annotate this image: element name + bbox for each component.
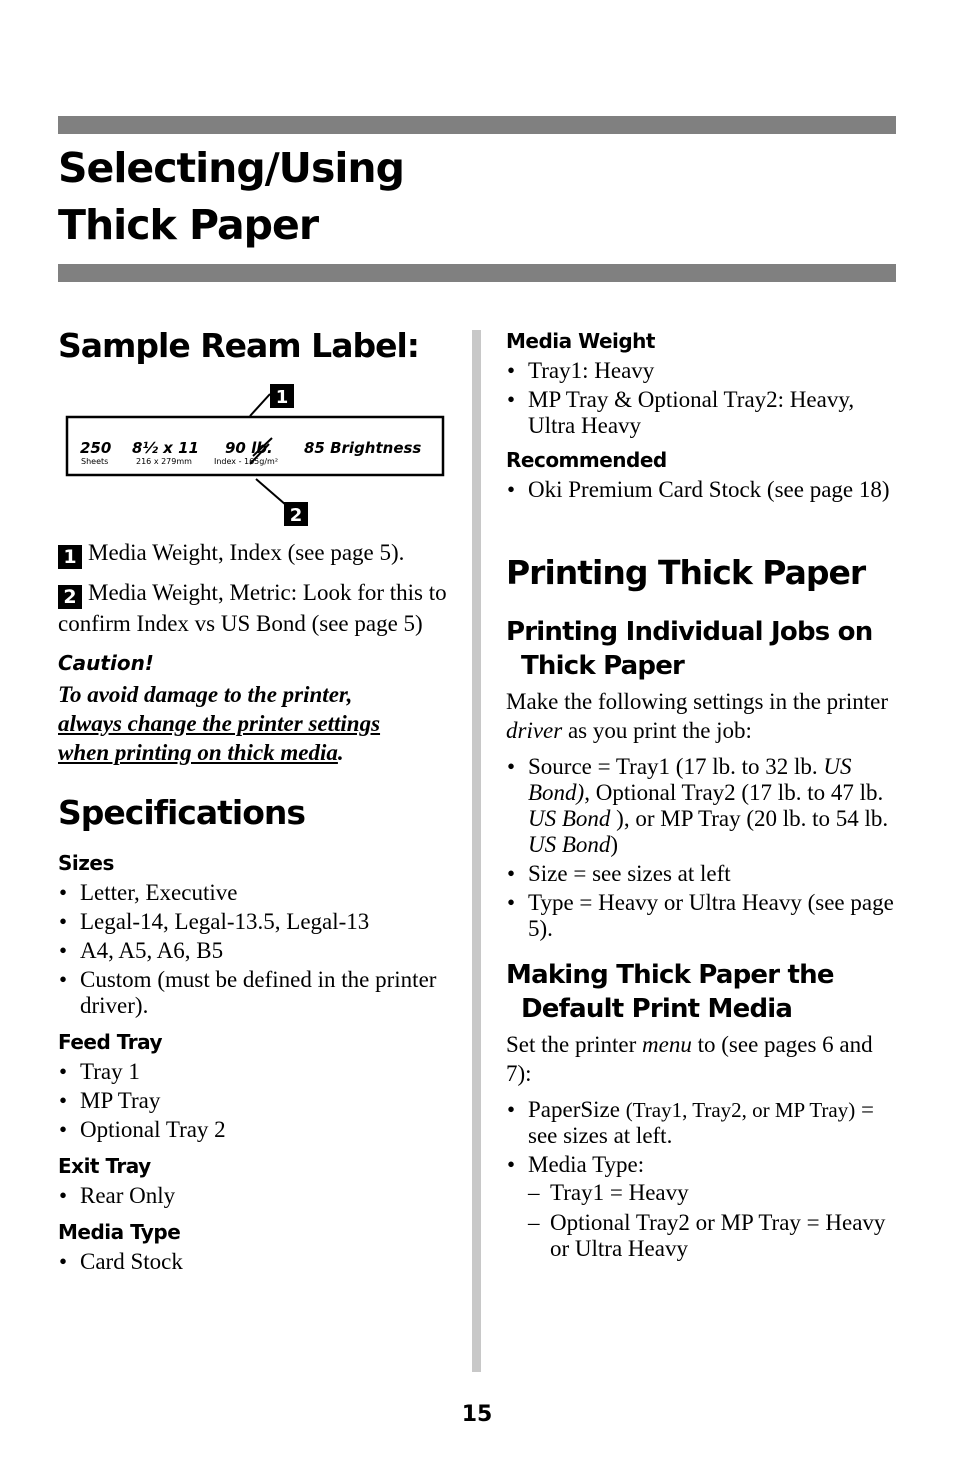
media-type-sublist	[528, 1180, 898, 1262]
leader-line-2	[256, 479, 286, 505]
list-item: • Tray1: Heavy	[506, 358, 898, 384]
individual-intro	[506, 687, 898, 745]
list-item-papersize	[506, 1097, 898, 1149]
caution-text	[58, 680, 458, 767]
list-item-type: • Type = Heavy or Ultra Heavy (see page 5).	[506, 890, 898, 942]
caution-line-3: when printing on thick media	[58, 740, 338, 765]
ream-label-heading: Sample Ream Label:	[58, 326, 419, 365]
list-item: • MP Tray & Optional Tray2: Heavy, Ultra Heavy	[506, 387, 898, 439]
feed-tray-heading: Feed Tray	[58, 1030, 162, 1054]
sublist-item: – Tray1 = Heavy	[528, 1180, 898, 1206]
label-size-sub: 216 x 279mm	[136, 457, 192, 466]
recommended-list	[506, 477, 898, 503]
top-rule	[58, 116, 896, 134]
label-sheets-sub: Sheets	[81, 457, 109, 466]
label-weight: 90 lb.	[225, 439, 273, 457]
list-item: • Oki Premium Card Stock (see page 18)	[506, 477, 898, 503]
caution-end: .	[337, 740, 344, 765]
feed-tray-list	[58, 1059, 458, 1143]
exit-tray-heading: Exit Tray	[58, 1154, 151, 1178]
caution-title: Caution!	[58, 651, 154, 675]
list-item: • MP Tray	[58, 1088, 458, 1114]
default-settings-list	[506, 1097, 898, 1262]
papersize-c: = see sizes at left.	[528, 1097, 874, 1148]
default-intro-em: menu	[642, 1032, 692, 1057]
individual-intro-em: driver	[506, 718, 563, 743]
list-item: • Letter, Executive	[58, 880, 458, 906]
list-item-media-type	[506, 1152, 898, 1262]
source-em-2: US Bond	[528, 806, 611, 831]
specifications-heading: Specifications	[58, 793, 306, 832]
media-weight-heading: Media Weight	[506, 329, 655, 353]
ream-label-figure	[58, 380, 458, 532]
source-em-3: US Bond	[528, 832, 611, 857]
sublist-item: – Optional Tray2 or MP Tray = Heavy or Ultra Heavy	[528, 1210, 898, 1262]
source-text-d: )	[610, 832, 619, 857]
recommended-heading: Recommended	[506, 448, 667, 472]
note-1	[58, 538, 458, 569]
media-type-heading: Media Type	[58, 1220, 181, 1244]
note-2	[58, 578, 458, 638]
list-item: • Optional Tray 2	[58, 1117, 458, 1143]
individual-settings-list	[506, 754, 898, 942]
default-intro	[506, 1030, 898, 1088]
exit-tray-list	[58, 1183, 458, 1209]
list-item-size: • Size = see sizes at left	[506, 861, 898, 887]
note-1-text: Media Weight, Index (see page 5).	[88, 540, 405, 565]
individual-jobs-heading: Printing Individual Jobs on Thick Paper	[506, 617, 873, 681]
note-2-text: Media Weight, Metric: Look for this to confirm Index vs US Bond (see page 5)	[58, 580, 447, 636]
page-title-line1: Selecting/Using	[58, 144, 404, 192]
label-brightness: 85 Brightness	[304, 439, 422, 457]
caution-line-1: To avoid damage to the printer,	[58, 682, 353, 707]
note-1-badge: 1	[58, 545, 82, 569]
page-title-line2: Thick Paper	[58, 201, 319, 249]
default-intro-b: to (see pages 6 and 7):	[506, 1032, 873, 1086]
media-weight-list	[506, 358, 898, 439]
sizes-list	[58, 880, 458, 1019]
column-divider	[472, 330, 481, 1372]
page-title	[58, 140, 404, 254]
source-text-a: Source = Tray1 (17 lb. to 32 lb.	[528, 754, 824, 779]
media-type-list	[58, 1249, 458, 1275]
individual-intro-a: Make the following settings in the printer	[506, 689, 888, 714]
individual-intro-b: as you print the job:	[562, 718, 752, 743]
label-sheets: 250	[80, 439, 112, 457]
title-bottom-rule	[58, 264, 896, 282]
default-media-heading: Making Thick Paper the Default Print Media	[506, 960, 834, 1024]
source-em-1: US Bond)	[528, 754, 852, 805]
list-item: • Card Stock	[58, 1249, 458, 1275]
papersize-a: PaperSize	[528, 1097, 626, 1122]
note-2-badge: 2	[58, 585, 82, 609]
source-text-b: , Optional Tray2 (17 lb. to 47 lb.	[584, 780, 884, 805]
page-number: 15	[461, 1402, 493, 1427]
list-item: • Rear Only	[58, 1183, 458, 1209]
callout-2-text: 2	[289, 505, 303, 526]
media-type-label: Media Type:	[528, 1152, 645, 1177]
left-column	[58, 326, 458, 1278]
caution-line-2: always change the printer settings	[58, 711, 381, 736]
callout-1-text: 1	[275, 387, 289, 408]
sizes-heading: Sizes	[58, 851, 114, 875]
source-text-c: ), or MP Tray (20 lb. to 54 lb.	[610, 806, 889, 831]
printing-thick-paper-heading: Printing Thick Paper	[506, 553, 866, 592]
list-item-source	[506, 754, 898, 858]
list-item: • A4, A5, A6, B5	[58, 938, 458, 964]
papersize-b: (Tray1, Tray2, or MP Tray)	[625, 1098, 856, 1122]
label-weight-sub: Index - 165g/m²	[214, 457, 279, 466]
list-item: • Custom (must be defined in the printer driver).	[58, 967, 458, 1019]
default-intro-a: Set the printer	[506, 1032, 643, 1057]
label-size: 8½ x 11	[132, 439, 199, 457]
list-item: • Tray 1	[58, 1059, 458, 1085]
right-column	[506, 328, 898, 1266]
list-item: • Legal-14, Legal-13.5, Legal-13	[58, 909, 458, 935]
